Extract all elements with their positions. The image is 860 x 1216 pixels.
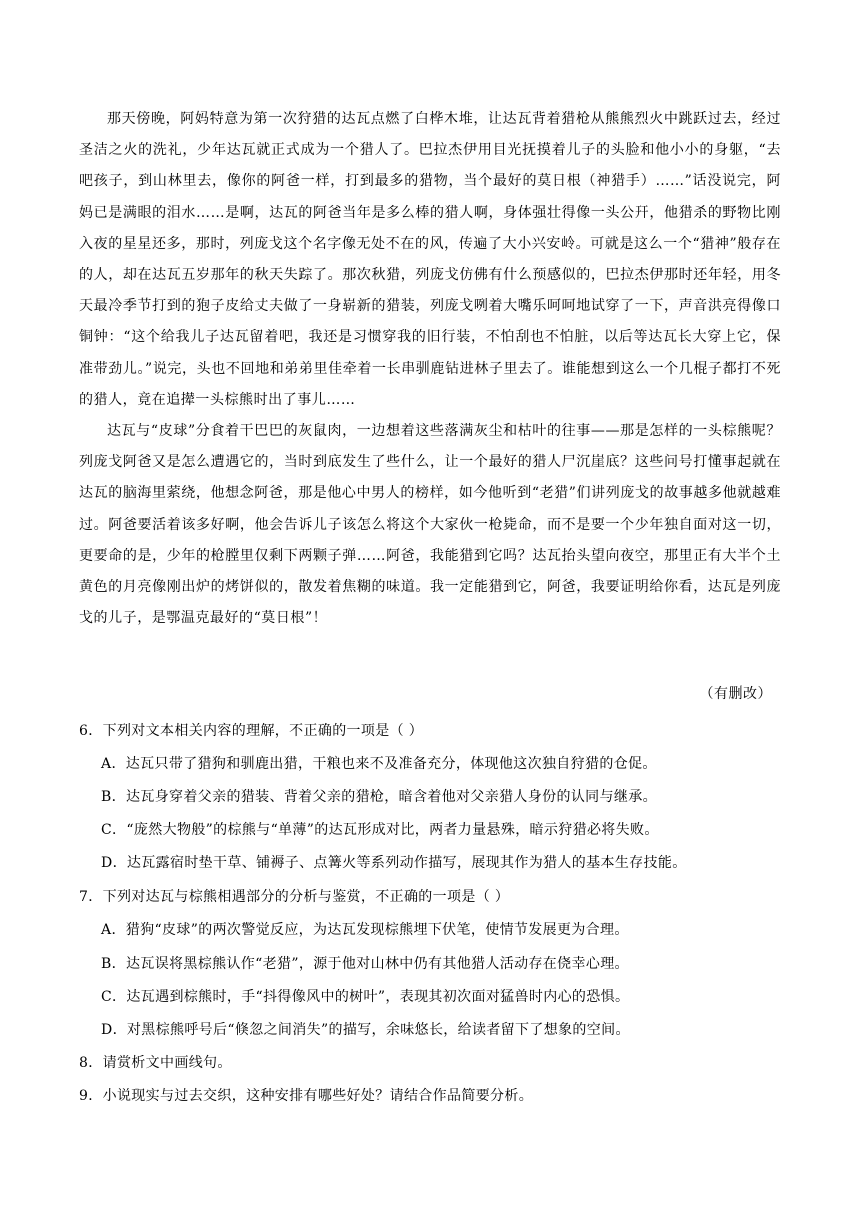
question-7-option-a: A．猎狗“皮球”的两次警觉反应，为达瓦发现棕熊埋下伏笔，使情节发展更为合理。: [101, 922, 629, 938]
question-7-option-c: C．达瓦遇到棕熊时，手“抖得像风中的树叶”，表现其初次面对猛兽时内心的恐惧。: [101, 989, 630, 1005]
question-6-option-c: C．“庞然大物般”的棕熊与“单薄”的达瓦形成对比，两者力量悬殊，暗示狩猎必将失败。: [101, 822, 659, 838]
question-8-stem: 8．请赏析文中画线句。: [79, 1055, 232, 1071]
question-7-option-d: D．对黑棕熊呼号后“倏忽之间消失”的描写，余味悠长，给读者留下了想象的空间。: [101, 1022, 630, 1038]
question-9-stem: 9．小说现实与过去交织，这种安排有哪些好处？请结合作品简要分析。: [79, 1088, 534, 1104]
question-6-option-a: A．达瓦只带了猎狗和驯鹿出猎，干粮也来不及准备充分，体现他这次独自狩猎的仓促。: [101, 756, 657, 772]
source-note: （有删改）: [699, 686, 772, 702]
question-7-stem: 7．下列对达瓦与棕熊相遇部分的分析与鉴赏，不正确的一项是（ ）: [79, 889, 510, 905]
question-6-stem: 6．下列对文本相关内容的理解，不正确的一项是（ ）: [79, 723, 424, 739]
question-7-option-b: B．达瓦误将黑棕熊认作“老猎”，源于他对山林中仍有其他猎人活动存在侥幸心理。: [101, 956, 629, 972]
question-6-option-b: B．达瓦身穿着父亲的猎装、背着父亲的猎枪，暗含着他对父亲猎人身份的认同与继承。: [101, 789, 657, 805]
passage: [79, 104, 781, 634]
passage-paragraph-1: 那天傍晚，阿妈特意为第一次狩猎的达瓦点燃了白桦木堆，让达瓦背着猎枪从熊熊烈火中跳跃过去，经过圣洁之火的洗礼，少年达瓦就正式成为一个猎人了。巴拉杰伊用目光抚摸着儿子的头脸和他小小的身躯，“去吧孩子，到山林里去，像你的阿爸一样，打到最多的猎物，当个最好的莫日根（神猎手）……”话没说完，阿妈已是满眼的泪水……是啊，达瓦的阿爸当年是多么棒的猎人啊，身体强壮得像一头公幵，他猎杀的野物比刚入夜的星星还多，那时，列庞戈这个名字像无处不在的风，传遍了大小兴安岭。可就是这么一个“猎神”般存在的人，却在达瓦五岁那年的秋天失踪了。那次秋猎，列庞戈仿佛有什么预感似的，巴拉杰伊那时还年轻，用冬天最冷季节打到的狍子皮给丈夫做了一身崭新的猎装，列庞戈咧着大嘴乐呵呵地试穿了一下，声音洪亮得像口铜钟：“这个给我儿子达瓦留着吧，我还是习惯穿我的旧行装，不怕刮也不怕脏，以后等达瓦长大穿上它，保准带劲儿。”说完，头也不回地和弟弟里佳牵着一长串驯鹿钻进林子里去了。谁能想到这么一个几棍子都打不死的猎人，竟在追撵一头棕熊时出了事儿……: [79, 111, 781, 408]
passage-paragraph-2: 达瓦与“皮球”分食着干巴巴的灰鼠肉，一边想着这些落满灰尘和枯叶的往事——那是怎样的一头棕熊呢？列庞戈阿爸又是怎么遭遇它的，当时到底发生了些什么，让一个最好的猎人尸沉崖底？这些问号打懂事起就在达瓦的脑海里萦绕，他想念阿爸，那是他心中男人的榜样，如今他听到“老猎”们讲列庞戈的故事越多他就越难过。阿爸要活着该多好啊，他会告诉儿子该怎么将这个大家伙一枪毙命，而不是要一个少年独自面对这一切，更要命的是，少年的枪膛里仅剩下两颗子弹……阿爸，我能猎到它吗？达瓦抬头望向夜空，那里正有大半个土黄色的月亮像刚出炉的烤饼似的，散发着焦糊的味道。我一定能猎到它，阿爸，我要证明给你看，达瓦是列庞戈的儿子，是鄂温克最好的“莫日根”！: [79, 423, 781, 627]
question-6-option-d: D．达瓦露宿时垫干草、铺褥子、点篝火等系列动作描写，展现其作为猎人的基本生存技能。: [101, 855, 687, 871]
